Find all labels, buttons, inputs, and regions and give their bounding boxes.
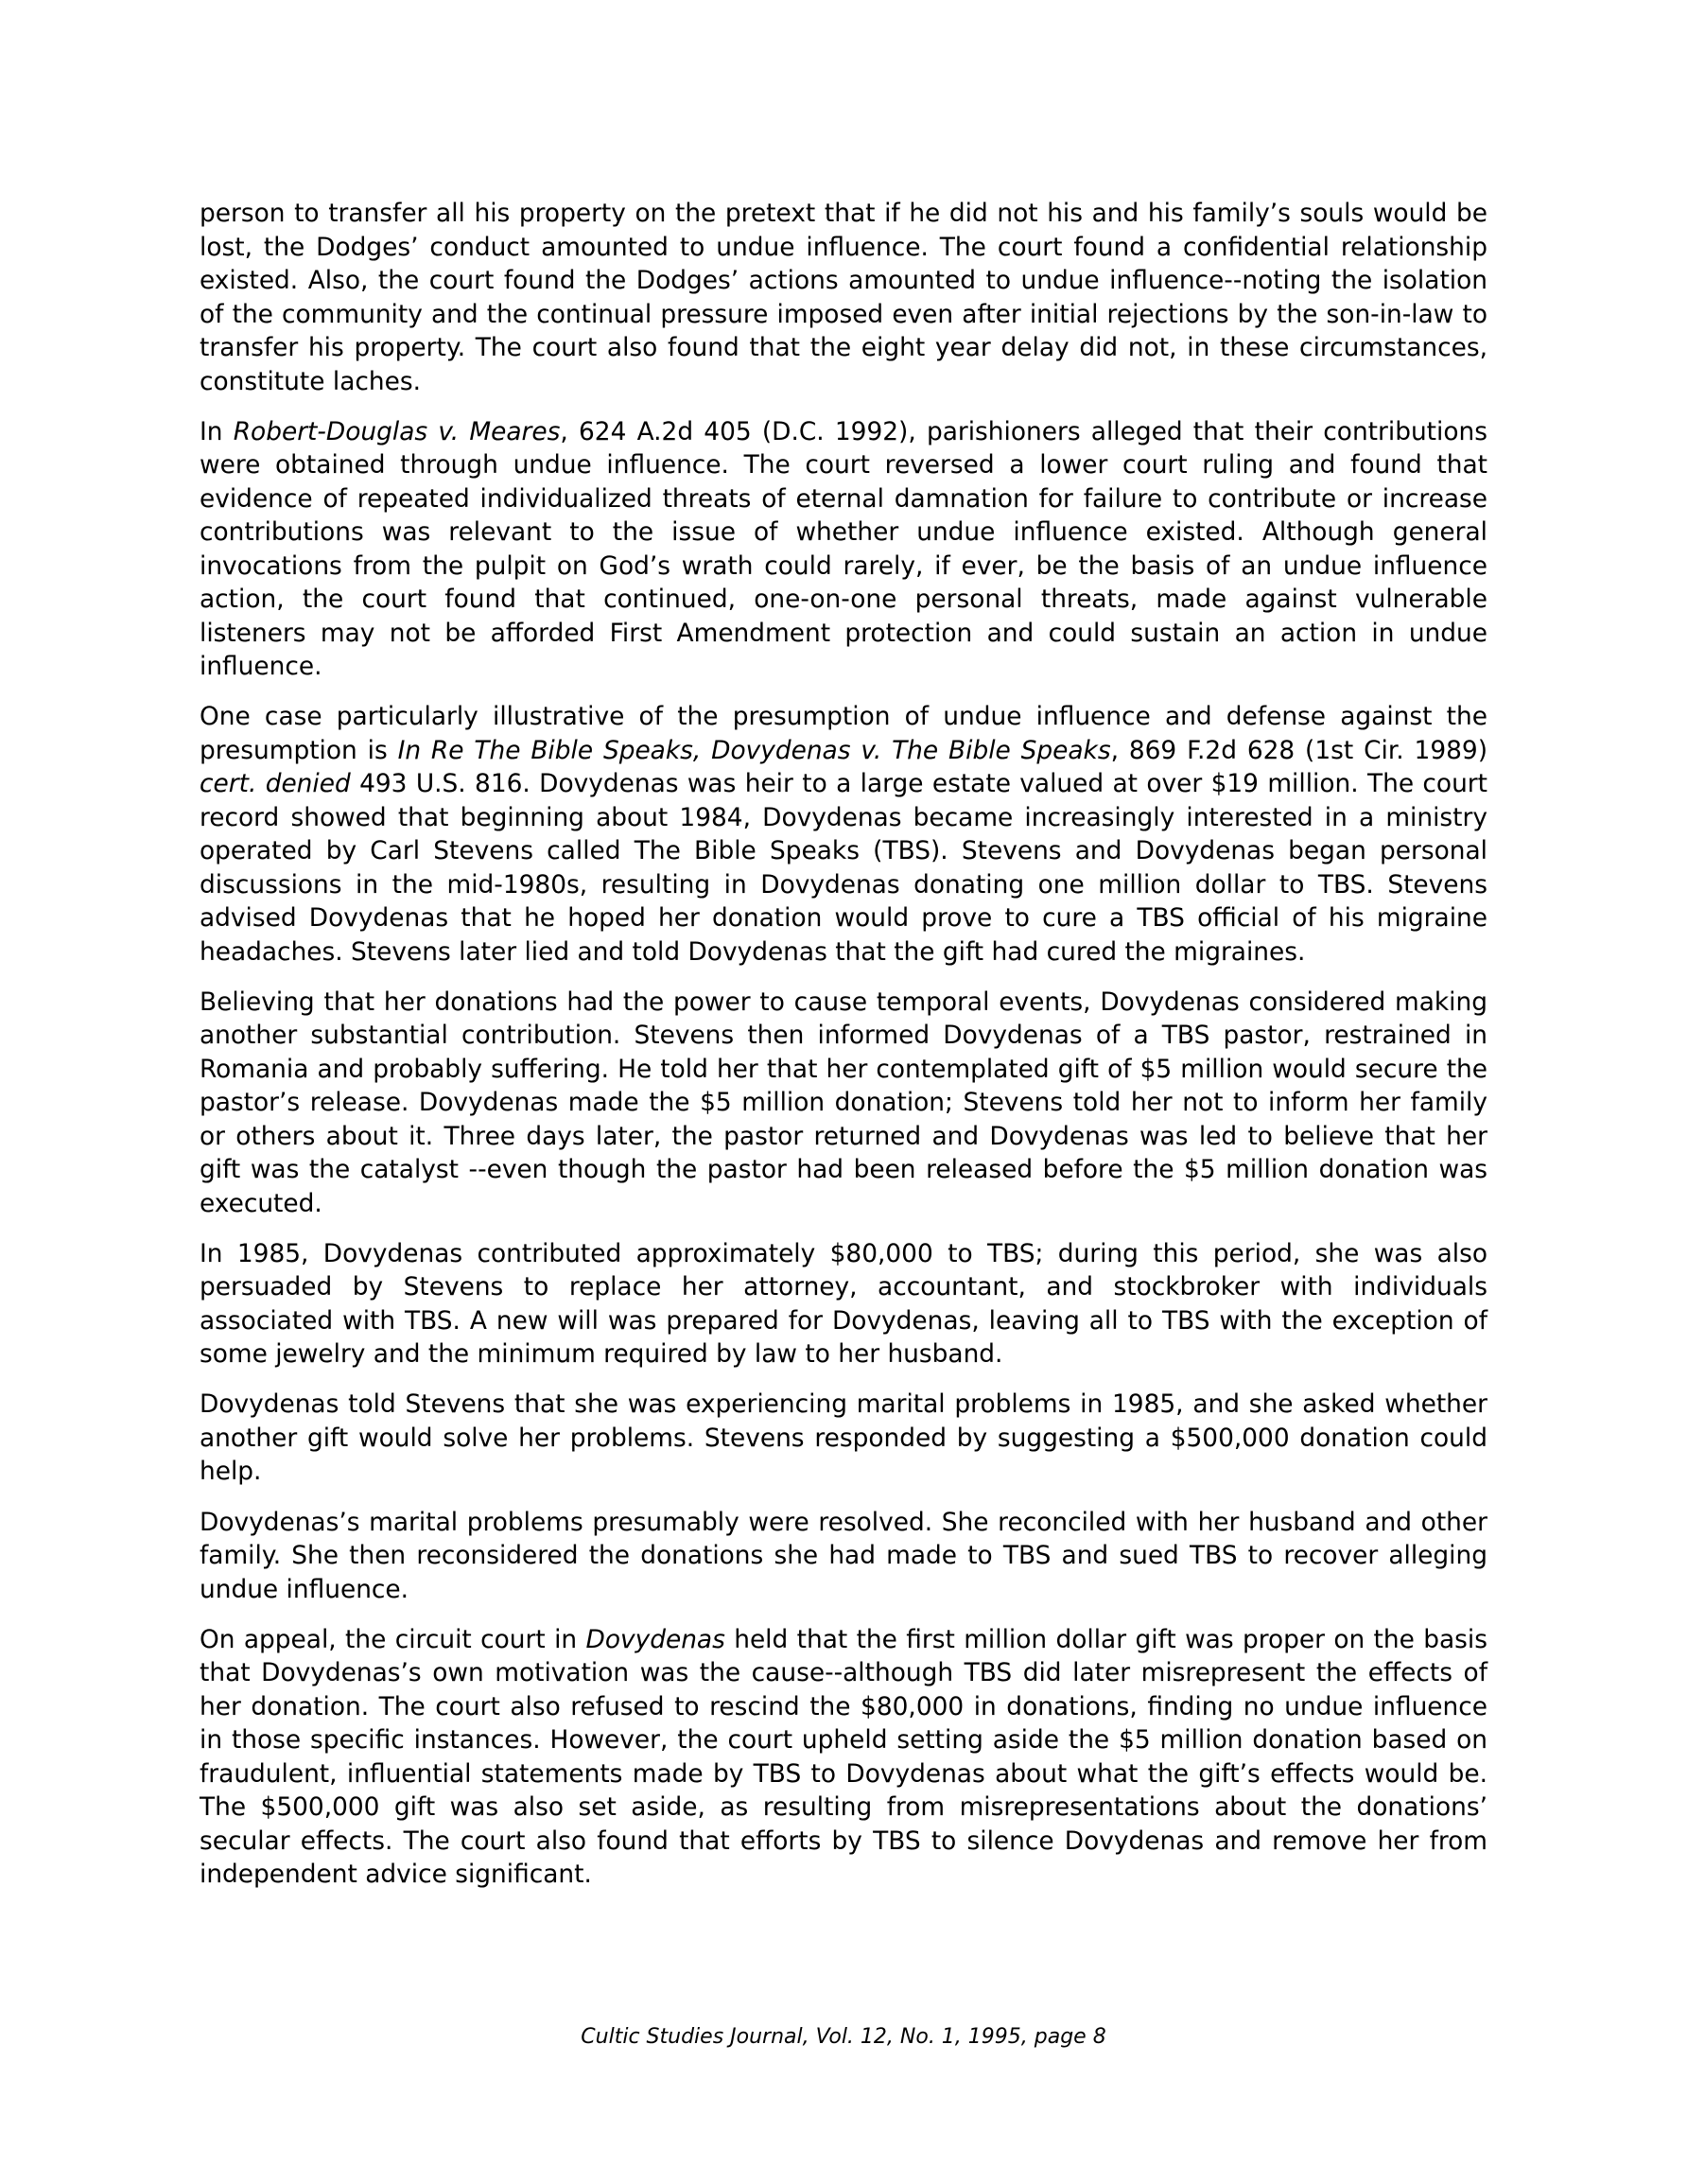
text-run: held that the first million dollar gift was proper on the basis that Dovydenas’s own motivation was the cause--although TBS did later misrepresent the effects of her donation. The court also refused to rescind the $80,000 in donations, finding no undue influence in those specific instances. However, the court upheld setting aside the $5 million donation based on fraudulent, influential statements made by TBS to Dovydenas about what the gift’s effects would be. The $500,000 gift was also set aside, as resulting from misrepresentations about the donations’ secular effects. The court also found that efforts by TBS to silence Dovydenas and remove her from independent advice significant. <box>200 1624 1487 1890</box>
text-run: In 1985, Dovydenas contributed approximately $80,000 to TBS; during this period, she was also persuaded by Stevens to replace her attorney, accountant, and stockbroker with individuals associated with TBS. A new will was prepared for Dovydenas, leaving all to TBS with the exception of some jewelry and the minimum required by law to her husband. <box>200 1238 1487 1370</box>
text-run: In <box>200 416 234 446</box>
text-run: 493 U.S. 816. Dovydenas was heir to a large estate valued at over $19 million. The court record showed that beginning about 1984, Dovydenas became increasingly interested in a ministry operated by Carl Stevens called The Bible Speaks (TBS). Stevens and Dovydenas began personal discussions in the mid-1980s, resulting in Dovydenas donating one million dollar to TBS. Stevens advised Dovydenas that he hoped her donation would prove to cure a TBS official of his migraine headaches. Stevens later lied and told Dovydenas that the gift had cured the migraines. <box>200 769 1487 967</box>
text-run: , 869 F.2d 628 (1st Cir. 1989) <box>1110 735 1488 765</box>
paragraph <box>200 1388 1487 1489</box>
case-citation-italic: cert. denied <box>200 769 351 799</box>
text-run: One case particularly illustrative of the presumption of undue influence and defense against the presumption is <box>200 702 1487 765</box>
case-citation-italic: Dovydenas <box>585 1624 725 1654</box>
text-run: person to transfer all his property on the pretext that if he did not his and his family’s souls would be lost, the Dodges’ conduct amounted to undue influence. The court found a confidential relationship existed. Also, the court found the Dodges’ actions amounted to undue influence--noting the isolation of the community and the continual pressure imposed even after initial rejections by the son-in-law to transfer his property. The court also found that the eight year delay did not, in these circumstances, constitute laches. <box>200 199 1487 396</box>
paragraph <box>200 1237 1487 1372</box>
paragraph <box>200 197 1487 398</box>
text-run: Dovydenas told Stevens that she was experiencing marital problems in 1985, and she asked whether another gift would solve her problems. Stevens responded by suggesting a $500,000 donation could help. <box>200 1389 1487 1487</box>
text-run: On appeal, the circuit court in <box>200 1624 586 1654</box>
paragraph <box>200 1506 1487 1607</box>
text-run: Believing that her donations had the power to cause temporal events, Dovydenas considered making another substantial contribution. Stevens then informed Dovydenas of a TBS pastor, restrained in Romania and probably suffering. He told her that her contemplated gift of $5 million would secure the pastor’s release. Dovydenas made the $5 million donation; Stevens told her not to inform her family or others about it. Three days later, the pastor returned and Dovydenas was led to believe that her gift was the catalyst --even though the pastor had been released before the $5 million donation was executed. <box>200 987 1487 1218</box>
text-run: , 624 A.2d 405 (D.C. 1992), parishioners alleged that their contributions were obtained through undue influence. The court reversed a lower court ruling and found that evidence of repeated individualized threats of eternal damnation for failure to contribute or increase contributions was relevant to the issue of whether undue influence existed. Although general invocations from the pulpit on God’s wrath could rarely, if ever, be the basis of an undue influence action, the court found that continued, one-on-one personal threats, made against vulnerable listeners may not be afforded First Amendment protection and could sustain an action in undue influence. <box>200 416 1487 682</box>
case-citation-italic: In Re The Bible Speaks, Dovydenas v. The Bible Speaks <box>397 735 1111 765</box>
paragraph <box>200 700 1487 969</box>
text-run: Dovydenas’s marital problems presumably were resolved. She reconciled with her husband and other family. She then reconsidered the donations she had made to TBS and sued TBS to recover alleging undue influence. <box>200 1507 1487 1604</box>
paragraph <box>200 415 1487 684</box>
page-footer: Cultic Studies Journal, Vol. 12, No. 1, 1995, page 8 <box>581 2025 1106 2049</box>
paragraph <box>200 986 1487 1221</box>
paragraph <box>200 1623 1487 1892</box>
body-text <box>200 197 1487 1908</box>
case-citation-italic: Robert-Douglas v. Meares <box>233 416 561 446</box>
